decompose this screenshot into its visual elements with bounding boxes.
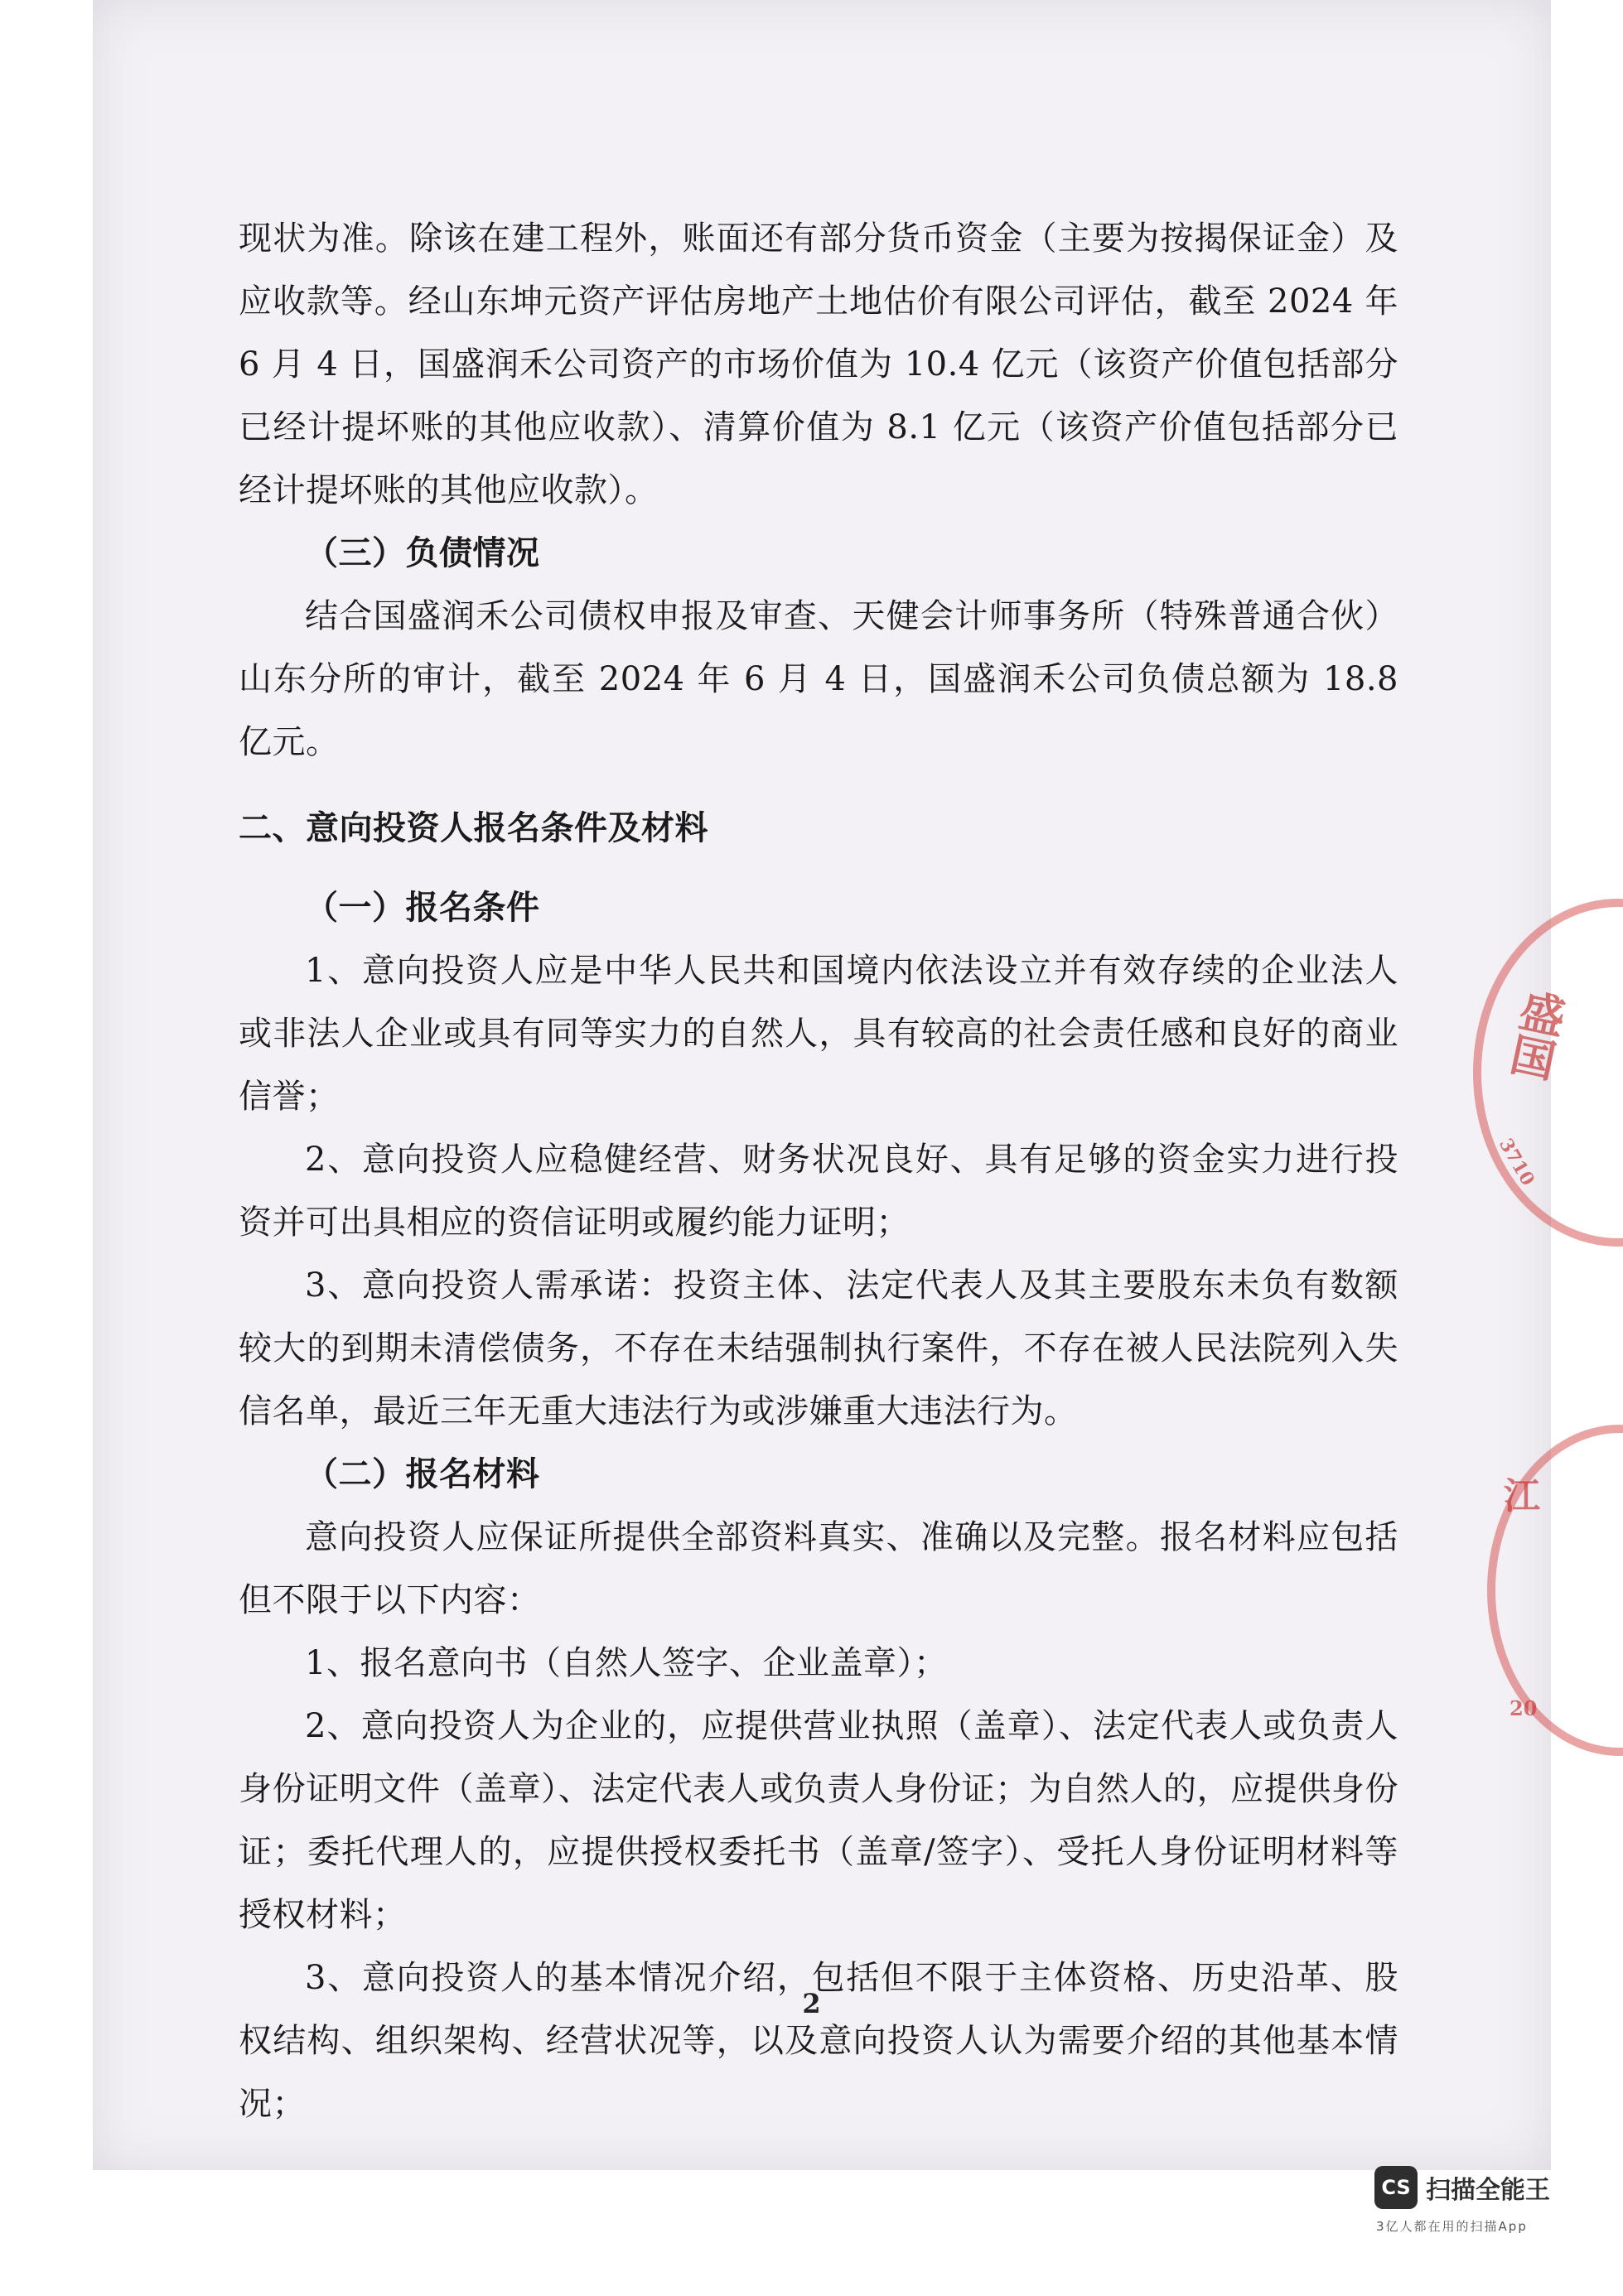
heading-materials: （二）报名材料 [305,1454,540,1493]
material-item-2: 2、意向投资人为企业的，应提供营业执照（盖章）、法定代表人或负责人身份证明文件（盖章）、法定代表人或负责人身份证；为自然人的，应提供身份证；委托代理人的，应提供授权委托书（盖章/签字）、受托人身份证明材料等授权材料； [239,1707,1398,1934]
watermark-tagline: 3亿人都在用的扫描App [1376,2219,1528,2234]
watermark-app-name: 扫描全能王 [1426,2176,1550,2205]
condition-item-3: 3、意向投资人需承诺：投资主体、法定代表人及其主要股东未负有数额较大的到期未清偿债务，不存在未结强制执行案件，不存在被人民法院列入失信名单，最近三年无重大违法行为或涉嫌重大违法行为。 [239,1266,1398,1430]
paragraph-liabilities: 结合国盛润禾公司债权申报及审查、天健会计师事务所（特殊普通合伙）山东分所的审计，截至 2024 年 6 月 4 日，国盛润禾公司负债总额为 18.8 亿元。 [239,597,1398,761]
page-number: 2 [802,1988,821,2019]
material-item-1: 1、报名意向书（自然人签字、企业盖章）； [305,1644,948,1682]
materials-intro: 意向投资人应保证所提供全部资料真实、准确以及完整。报名材料应包括但不限于以下内容： [239,1518,1398,1619]
scanner-watermark [1374,2166,1565,2241]
paragraph-assets-valuation: 现状为准。除该在建工程外，账面还有部分货币资金（主要为按揭保证金）及应收款等。经山东坤元资产评估房地产土地估价有限公司评估，截至 2024 年 6 月 4 日，国盛润禾公司资产的市场价值为 10.4 亿元（该资产价值包括部分已经计提坏账的其他应收款）、清算价值为 8.1 亿元（该资产价值包括部分已经计提坏账的其他应收款）。 [239,219,1398,509]
document-body [239,207,1398,2135]
heading-conditions: （一）报名条件 [305,888,540,927]
material-item-3: 3、意向投资人的基本情况介绍，包括但不限于主体资格、历史沿革、股权结构、组织架构、经营状况等，以及意向投资人认为需要介绍的其他基本情况； [239,1959,1398,2123]
seal-upper-chars: 盛国 [1500,985,1571,1084]
condition-item-1: 1、意向投资人应是中华人民共和国境内依法设立并有效存续的企业法人或非法人企业或具有同等实力的自然人，具有较高的社会责任感和良好的商业信誉； [239,952,1398,1116]
seal-upper-code: 3710 [1495,1134,1539,1190]
seal-lower-char: 江 [1504,1475,1540,1517]
seal-lower-code: 20 [1509,1696,1538,1720]
cs-logo-icon: CS [1374,2166,1418,2209]
condition-item-2: 2、意向投资人应稳健经营、财务状况良好、具有足够的资金实力进行投资并可出具相应的资信证明或履约能力证明； [239,1141,1398,1242]
heading-section-2: 二、意向投资人报名条件及材料 [239,808,708,847]
heading-liabilities: （三）负债情况 [305,533,540,572]
